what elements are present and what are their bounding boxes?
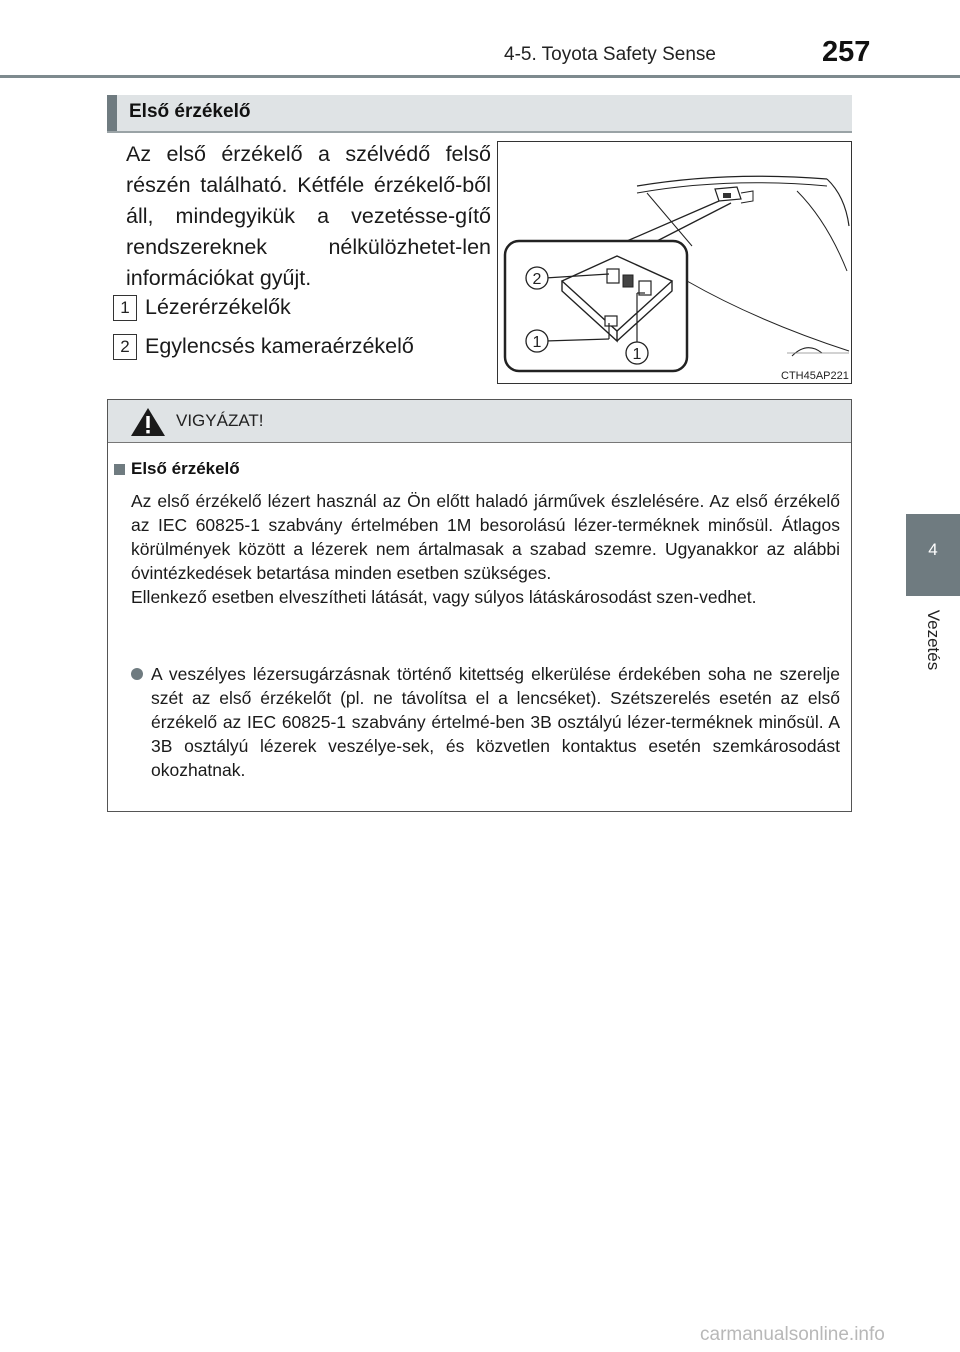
chapter-tab-number: 4 xyxy=(928,540,938,559)
section-heading xyxy=(107,95,852,131)
callout-1-second: 1 xyxy=(632,346,642,363)
sensor-location-figure xyxy=(497,141,852,384)
section-heading-rule xyxy=(107,131,852,133)
legend-number: 1 xyxy=(113,295,137,321)
section-heading-text: Első érzékelő xyxy=(129,101,251,122)
intro-paragraph: Az első érzékelő a szélvédő felső részén található. Kétféle érzékelő-ből áll, mindegyikük a vezetésse-gítő rendszereknek nélkülözhetet-len információkat gyűjt. xyxy=(126,142,491,290)
running-header-title: 4-5. Toyota Safety Sense xyxy=(504,44,716,65)
caution-bullet-text: A veszélyes lézersugárzásnak történő kitettség elkerülése érdekében soha ne szerelje szét az első érzékelőt (pl. ne távolítsa el a lencséket). Szétszerelés esetén az első érzékelő az IEC 60825-1 szabvány értelmé-ben 3B osztályú lézer-terméknek minősül. A 3B osztályú lézerek veszélye-sek, és közvetlen kontaktus esetén szemkárosodást okozhatnak. xyxy=(151,664,840,780)
caution-header xyxy=(108,400,851,443)
callout-1: 1 xyxy=(532,334,542,351)
caution-paragraph: Az első érzékelő lézert használ az Ön előtt haladó járművek észlelésére. Az első érzékelő az IEC 60825-1 szabvány értelmében 1M besorolású lézer-terméknek minősül. Átlagos körülmények között a lézerek nem ártalmasak a szabad szemre. Ugyanakkor az alábbi óvintézkedések betartása minden esetben szükséges. xyxy=(131,491,840,583)
caution-paragraph: Ellenkező esetben elveszítheti látását, vagy súlyos látáskárosodást szen-vedhet. xyxy=(131,587,757,607)
legend-label: Lézerérzékelők xyxy=(145,295,291,319)
legend-label: Egylencsés kameraérzékelő xyxy=(145,334,414,358)
watermark: carmanualsonline.info xyxy=(700,1324,885,1345)
round-bullet-icon xyxy=(131,668,143,680)
windshield-sensor-illustration xyxy=(497,141,852,384)
page-number: 257 xyxy=(822,36,871,68)
caution-body xyxy=(131,489,840,609)
square-bullet-icon xyxy=(114,464,125,475)
legend-number: 2 xyxy=(113,334,137,360)
caution-subheading: Első érzékelő xyxy=(131,459,240,478)
callout-2: 2 xyxy=(532,271,542,288)
figure-code: CTH45AP221 xyxy=(781,370,849,382)
warning-triangle-icon xyxy=(130,407,166,437)
caution-title: VIGYÁZAT! xyxy=(176,411,264,430)
header-rule xyxy=(0,75,960,78)
chapter-tab xyxy=(906,514,960,596)
chapter-side-label: Vezetés xyxy=(924,609,943,671)
